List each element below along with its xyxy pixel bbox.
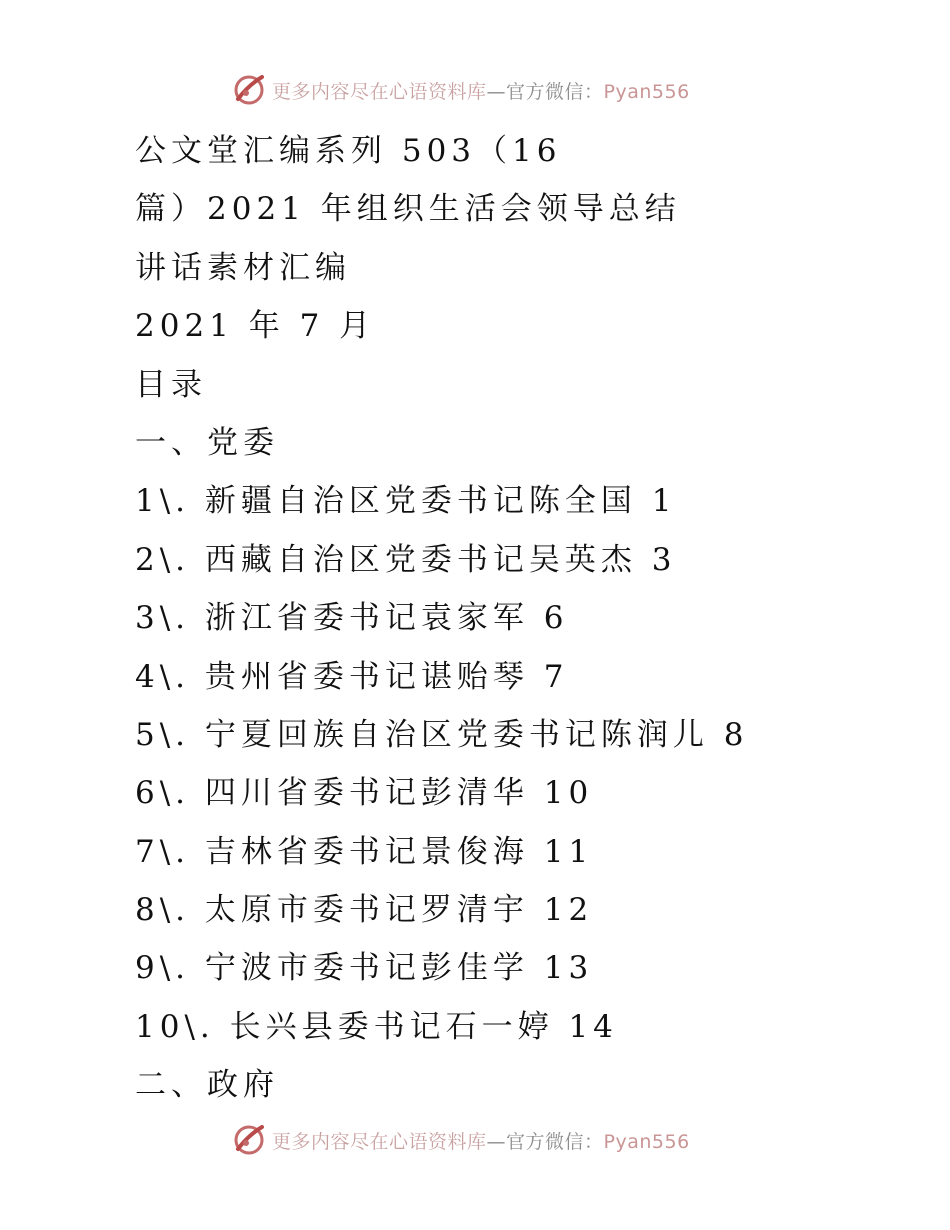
document-body [135,122,925,1115]
toc-entry: 5\. 宁夏回族自治区党委书记陈润儿 8 [135,716,749,753]
toc-entry: 6\. 四川省委书记彭清华 10 [135,775,594,812]
toc-entry: 7\. 吉林省委书记景俊海 11 [135,833,594,870]
toc-section-party: 一、党委 [135,424,279,461]
toc-entry: 10\. 长兴县委书记石一婷 14 [135,1008,618,1045]
toc-section-government: 二、政府 [135,1067,279,1104]
toc-entry: 1\. 新疆自治区党委书记陈全国 1 [135,483,677,520]
toc-heading: 目录 [135,366,207,403]
toc-entry: 9\. 宁波市委书记彭佳学 13 [135,950,594,987]
watermark-text: 更多内容尽在心语资料库—官方微信：Pyan556 [272,80,690,103]
brush-logo-icon [232,73,266,107]
toc-entry: 4\. 贵州省委书记谌贻琴 7 [135,658,569,695]
watermark-text: 更多内容尽在心语资料库—官方微信：Pyan556 [272,1130,690,1153]
header-watermark [232,70,690,110]
footer-watermark [232,1120,690,1160]
brush-logo-icon [232,1123,266,1157]
toc-entry: 8\. 太原市委书记罗清宇 12 [135,892,594,929]
title-line-3: 讲话素材汇编 [135,249,351,286]
toc-entry: 2\. 西藏自治区党委书记吴英杰 3 [135,541,677,578]
toc-entry: 3\. 浙江省委书记袁家军 6 [135,600,569,637]
title-line-1: 公文堂汇编系列 503（16 [135,133,562,169]
date-line: 2021 年 7 月 [135,308,376,345]
title-line-2: 篇）2021 年组织生活会领导总结 [135,191,681,228]
